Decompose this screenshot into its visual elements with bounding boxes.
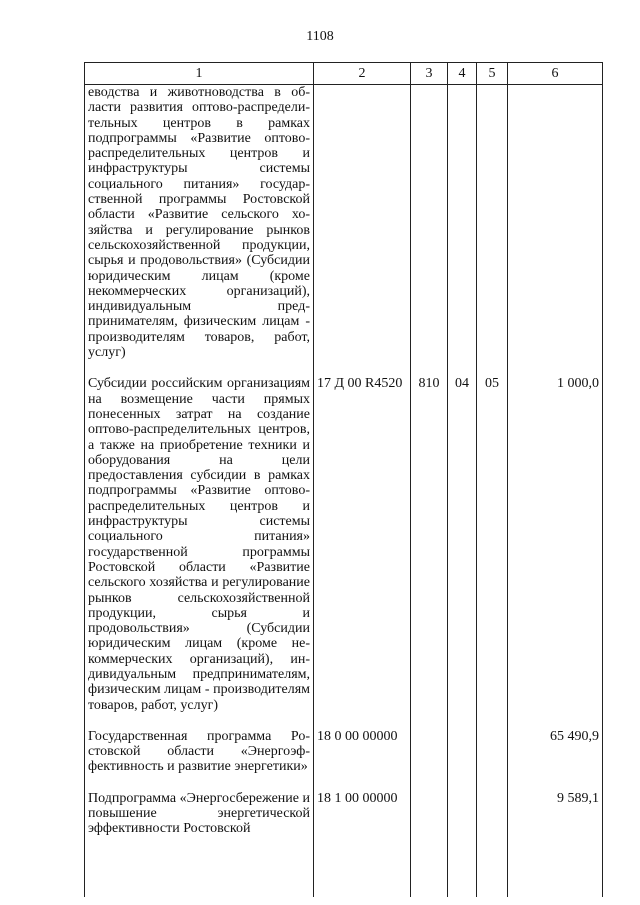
row-pr: 05 (477, 376, 508, 713)
row-rz: 04 (448, 376, 477, 713)
row-rz (448, 729, 477, 775)
header-col-2: 2 (314, 63, 411, 85)
header-col-1: 1 (85, 63, 314, 85)
header-col-5: 5 (477, 63, 508, 85)
table-row (85, 85, 603, 361)
row-description: Государственная программа Ростовской области «Энергоэффективность и развитие энергетики» (85, 729, 314, 775)
row-pr (477, 791, 508, 837)
table-row (85, 376, 603, 713)
row-rz (448, 791, 477, 837)
row-pr (477, 85, 508, 361)
row-code: 18 1 00 00000 (314, 791, 411, 837)
row-code: 17 Д 00 R4520 (314, 376, 411, 713)
row-sum: 1 000,0 (508, 376, 603, 713)
row-sum: 65 490,9 (508, 729, 603, 775)
row-code (314, 85, 411, 361)
row-vr: 810 (411, 376, 448, 713)
header-col-3: 3 (411, 63, 448, 85)
row-code: 18 0 00 00000 (314, 729, 411, 775)
header-col-4: 4 (448, 63, 477, 85)
row-pr (477, 729, 508, 775)
header-row (85, 63, 603, 85)
row-description: еводства и животноводства в области развития оптово-распределительных центров в рамках подпрограммы «Развитие оптово-распределительных центров и инфраструктуры системы социального питания» государственной программы Ростовской области «Развитие сельского хозяйства и регулирование рынков сельскохозяйственной продукции, сырья и продовольствия» (Субсидии юридическим лицам (кроме некоммерческих организаций), индивидуальным предпринимателям, физическим лицам - производителям товаров, работ, услуг) (85, 85, 314, 361)
row-sum (508, 85, 603, 361)
header-col-6: 6 (508, 63, 603, 85)
table-row (85, 791, 603, 837)
table-row (85, 729, 603, 775)
row-description: Подпрограмма «Энергосбережение и повышение энергетической эффективности Ростовской (85, 791, 314, 837)
row-rz (448, 85, 477, 361)
row-sum: 9 589,1 (508, 791, 603, 837)
row-vr (411, 729, 448, 775)
row-description: Субсидии российским организациям на возмещение части прямых понесенных затрат на создание оптово-распределительных центров, а также на приобретение техники и оборудования на цели предоставления субсидии в рамках подпрограммы «Развитие оптово-распределительных центров и инфраструктуры системы социального питания» государственной программы Ростовской области «Развитие сельского хозяйства и регулирование рынков сельскохозяйственной продукции, сырья и продовольствия» (Субсидии юридическим лицам (кроме некоммерческих организаций), индивидуальным предпринимателям, физическим лицам - производителям товаров, работ, услуг) (85, 376, 314, 713)
row-vr (411, 85, 448, 361)
budget-table (84, 62, 603, 897)
page-number: 1108 (306, 29, 334, 44)
row-vr (411, 791, 448, 837)
